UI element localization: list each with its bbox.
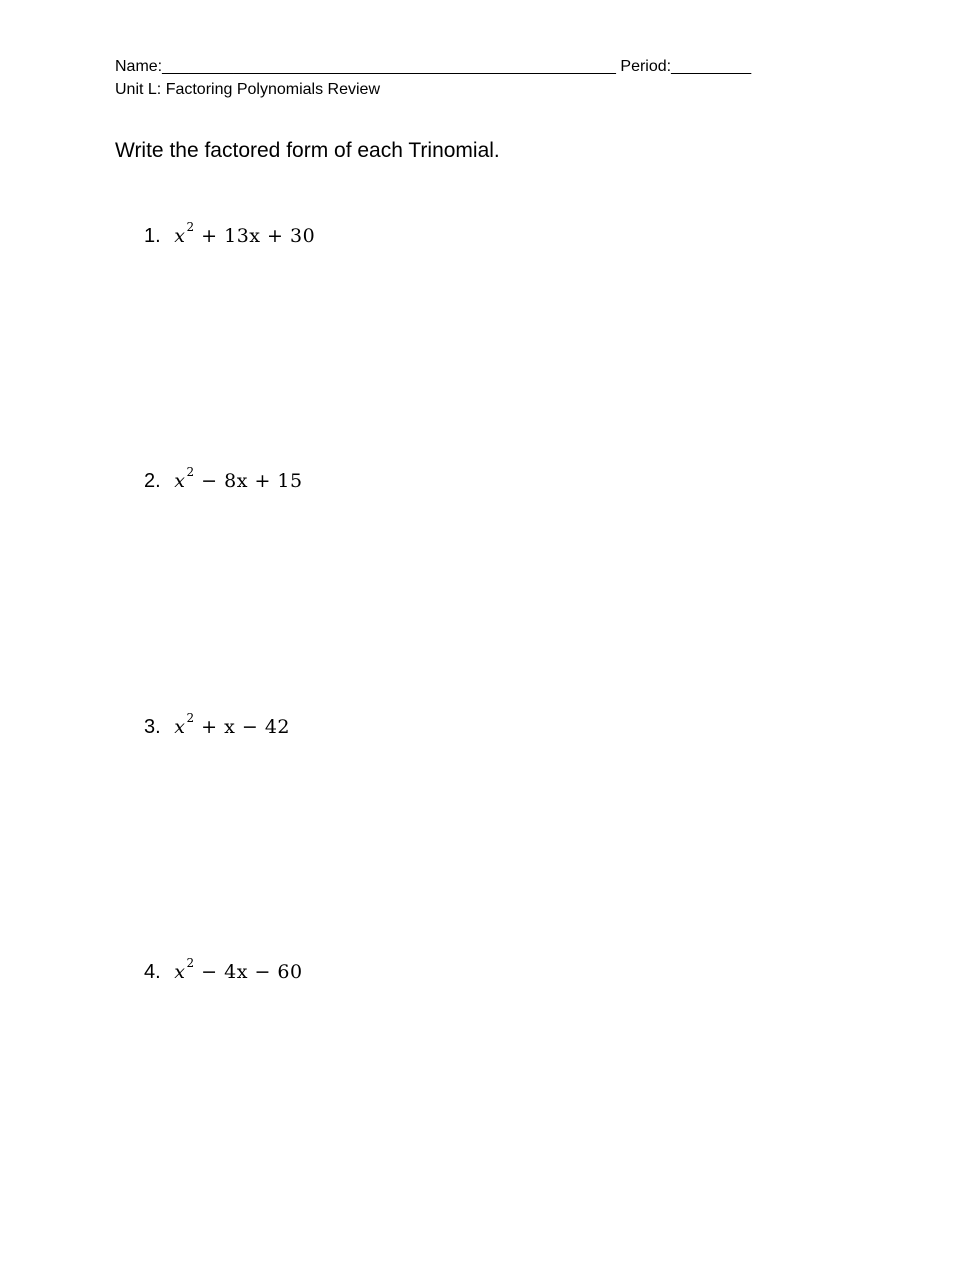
base: x bbox=[174, 716, 186, 739]
exponent: 2 bbox=[186, 956, 195, 970]
problem-number: 4. bbox=[144, 961, 161, 984]
expression-rest: + x − 42 bbox=[201, 716, 291, 739]
period-label: Period: bbox=[620, 58, 672, 75]
base: x bbox=[174, 225, 186, 248]
name-blank[interactable]: ___________________________________________________ bbox=[162, 58, 616, 75]
expression-rest: − 4x − 60 bbox=[201, 961, 303, 984]
instructions: Write the factored form of each Trinomial. bbox=[115, 139, 500, 162]
name-period-line bbox=[115, 58, 751, 76]
unit-title: Unit L: Factoring Polynomials Review bbox=[115, 81, 380, 98]
problem-1 bbox=[144, 220, 316, 248]
problem-expression bbox=[174, 220, 316, 248]
base: x bbox=[174, 961, 186, 984]
exponent: 2 bbox=[186, 465, 195, 479]
problem-number: 1. bbox=[144, 225, 161, 248]
expression-rest: + 13x + 30 bbox=[201, 225, 316, 248]
problem-expression bbox=[174, 956, 303, 984]
problem-number: 3. bbox=[144, 716, 161, 739]
base: x bbox=[174, 470, 186, 493]
problem-expression bbox=[174, 711, 291, 739]
problem-2 bbox=[144, 465, 303, 493]
period-blank[interactable]: _________ bbox=[671, 58, 752, 75]
problem-3 bbox=[144, 711, 291, 739]
expression-rest: − 8x + 15 bbox=[201, 470, 303, 493]
exponent: 2 bbox=[186, 711, 195, 725]
exponent: 2 bbox=[186, 220, 195, 234]
problem-4 bbox=[144, 956, 303, 984]
problem-number: 2. bbox=[144, 470, 161, 493]
problem-expression bbox=[174, 465, 303, 493]
name-label: Name: bbox=[115, 58, 163, 75]
